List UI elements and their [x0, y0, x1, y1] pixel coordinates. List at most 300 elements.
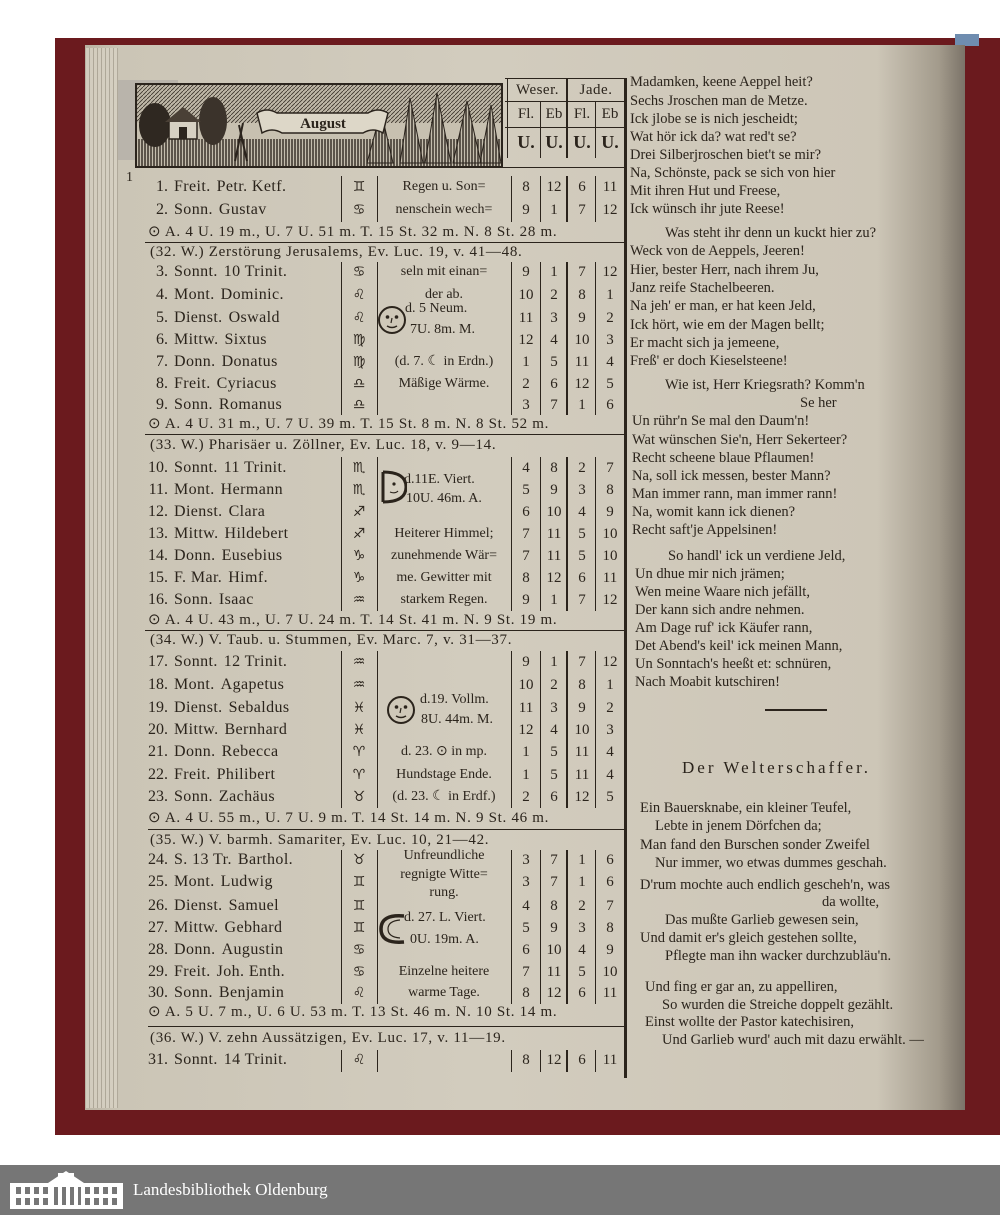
tide-value: 11: [574, 744, 590, 760]
poem-line: Was steht ihr denn un kuckt hier zu?: [665, 225, 877, 241]
day-name: [174, 697, 342, 719]
poem-line: Nach Moabit kutschiren!: [635, 674, 780, 690]
rule-line: [505, 101, 625, 102]
tide-value: 11: [602, 1052, 618, 1068]
poem-line: D'rum mochte auch endlich gescheh'n, was: [640, 877, 891, 893]
zodiac-gemini-icon: ♊: [352, 874, 366, 890]
tide-value: 8: [550, 460, 558, 476]
weekday: Sonn.: [174, 396, 213, 413]
zodiac-capricorn-icon: ♑: [352, 570, 366, 586]
zodiac-sagittarius-icon: ♐: [352, 504, 366, 520]
tide-value: 10: [518, 677, 534, 693]
day-number: 4.: [156, 286, 168, 303]
tide-value: 10: [574, 722, 590, 738]
new-moon-face-icon: [377, 303, 407, 337]
tide-value: 1: [550, 264, 558, 280]
tide-value: 7: [578, 654, 586, 670]
day-name: [174, 176, 342, 198]
poem-line: Mit ihren Hut und Freese,: [630, 183, 781, 199]
day-number: 19.: [148, 699, 168, 716]
full-moon-face-icon: [386, 693, 416, 727]
library-building-logo-icon: [8, 1169, 125, 1211]
saint-name: Oswald: [228, 309, 280, 326]
zodiac-gemini-icon: ♊: [352, 898, 366, 914]
tide-value: 6: [578, 570, 586, 586]
day-number: 21.: [148, 743, 168, 760]
tide-value: 2: [606, 310, 614, 326]
weekday: Dienst.: [174, 699, 223, 716]
poem-line: Am Dage ruf' ick Käufer rann,: [635, 620, 813, 636]
poem-line: Ick wünsch ihr jute Reese!: [630, 201, 785, 217]
weekday: Freit.: [174, 963, 211, 980]
sun-times-line: ⊙ A. 4 U. 19 m., U. 7 U. 51 m. T. 15 St. 32 m. N. 8 St. 28 m.: [148, 224, 558, 240]
weather-note: nenschein wech=: [395, 202, 493, 217]
saint-name: Hermann: [220, 481, 284, 498]
day-number: 13.: [148, 525, 168, 542]
zodiac-aquarius-icon: ♒: [352, 654, 366, 670]
weather-note: Mäßige Wärme.: [398, 376, 490, 391]
day-name: [174, 939, 342, 961]
saint-name: Eusebius: [221, 547, 283, 564]
moon-phase-note: 10U. 46m. A.: [406, 491, 482, 506]
weekday: Sonnt.: [174, 459, 218, 476]
saint-name: Bernhard: [224, 721, 288, 738]
tide-value: 10: [602, 548, 618, 564]
tide-value: 5: [550, 744, 558, 760]
tide-value: 1: [606, 677, 614, 693]
tide-value: 5: [522, 920, 530, 936]
sun-times-line: ⊙ A. 4 U. 55 m., U. 7 U. 9 m. T. 14 St. 14 m. N. 9 St. 46 m.: [148, 810, 550, 826]
day-number: 5.: [156, 309, 168, 326]
day-name: [174, 307, 342, 329]
tide-value: 7: [550, 874, 558, 890]
day-number: 31.: [148, 1051, 168, 1068]
tide-value: 5: [606, 376, 614, 392]
poem-line: So handl' ick un verdiene Jeld,: [668, 548, 846, 564]
weekday: Dienst.: [174, 503, 223, 520]
rule-line: [140, 167, 625, 168]
august-woodcut-illustration: [135, 83, 503, 168]
weekday: Sonnt.: [174, 653, 218, 670]
weekday: Sonn.: [174, 984, 213, 1001]
tide-value: 5: [578, 526, 586, 542]
month-banner-label: August: [300, 116, 346, 132]
tide-value: 12: [546, 985, 562, 1001]
saint-name: Sixtus: [224, 331, 267, 348]
zodiac-aries-icon: ♈: [352, 767, 366, 783]
tide-value: 4: [578, 504, 586, 520]
poem-line: Na, Schönste, pack se sich von hier: [630, 165, 836, 181]
tide-value: 11: [518, 310, 534, 326]
poem-line: da wollte,: [822, 894, 880, 910]
tide-group-weser: Weser.: [515, 82, 560, 98]
saint-name: Benjamin: [218, 984, 285, 1001]
saint-name: Gustav: [218, 201, 267, 218]
saint-name: Joh. Enth.: [216, 963, 286, 980]
weather-note: Unfreundliche: [403, 848, 485, 863]
poem-line: Wen meine Waare nich jefällt,: [635, 584, 810, 600]
weather-note: rung.: [429, 885, 459, 900]
weekday: Sonn.: [174, 591, 213, 608]
poem-line: Hier, bester Herr, nach ihrem Ju,: [630, 262, 819, 278]
weekday: Donn.: [174, 353, 216, 370]
poem-line: Wat hör ick da? wat red't se?: [630, 129, 797, 145]
page-stack-edges: [86, 48, 118, 1108]
poem-line: Wie ist, Herr Kriegsrath? Komm'n: [665, 377, 865, 393]
tide-value: 12: [574, 789, 590, 805]
tide-value: 2: [578, 898, 586, 914]
tide-value: 9: [578, 700, 586, 716]
tide-column-label: Eb: [545, 106, 563, 122]
tide-value: 1: [550, 592, 558, 608]
week-header: (36. W.) V. zehn Aussätzigen, Ev. Luc. 17, v. 11—19.: [150, 1030, 506, 1046]
tide-value: 9: [522, 592, 530, 608]
tide-value: 6: [550, 789, 558, 805]
poem-line: Na, womit kann ick dienen?: [632, 504, 796, 520]
tide-value: 5: [578, 964, 586, 980]
saint-name: Cyriacus: [216, 375, 277, 392]
day-name: [174, 284, 342, 306]
tide-value: 5: [550, 354, 558, 370]
weekday: Dienst.: [174, 897, 223, 914]
tide-value: 3: [578, 482, 586, 498]
weather-note: zunehmende Wär=: [391, 548, 497, 563]
weather-note: der ab.: [424, 287, 464, 302]
zodiac-taurus-icon: ♉: [352, 789, 366, 805]
tide-value: 8: [606, 920, 614, 936]
day-number: 23.: [148, 788, 168, 805]
day-name: [174, 545, 342, 567]
weekday: Mont.: [174, 481, 215, 498]
saint-name: 11 Trinit.: [223, 459, 287, 476]
day-name: [174, 351, 342, 373]
zodiac-aries-icon: ♈: [352, 744, 366, 760]
tide-value: 5: [550, 767, 558, 783]
poem-line: Na jeh' er man, er hat keen Jeld,: [630, 298, 816, 314]
poem-title: Der Welterschaffer.: [682, 758, 872, 777]
weekday: Freit.: [174, 766, 211, 783]
weekday: Mittw.: [174, 525, 219, 542]
day-name: [174, 895, 342, 917]
tide-value: 9: [522, 654, 530, 670]
weekday: Sonn.: [174, 201, 213, 218]
tide-value: 12: [602, 202, 618, 218]
weather-note: seln mit einan=: [400, 264, 488, 279]
zodiac-gemini-icon: ♊: [352, 920, 366, 936]
weather-note: starkem Regen.: [400, 592, 488, 607]
poem-line: Nur immer, wo etwas dummes geschah.: [655, 855, 887, 871]
tide-value: 7: [550, 397, 558, 413]
weather-note: (d. 23. ☾ in Erdf.): [392, 789, 496, 804]
tide-value: 11: [546, 526, 562, 542]
tide-value: 1: [578, 852, 586, 868]
tide-value: 2: [522, 376, 530, 392]
day-name: [174, 199, 342, 221]
saint-name: Rebecca: [221, 743, 279, 760]
tide-value: 10: [602, 964, 618, 980]
weekday: Mittw.: [174, 919, 219, 936]
day-name: [174, 651, 342, 673]
zodiac-capricorn-icon: ♑: [352, 548, 366, 564]
day-number: 28.: [148, 941, 168, 958]
zodiac-leo-icon: ♌: [352, 1052, 366, 1068]
tide-value: 4: [606, 354, 614, 370]
zodiac-taurus-icon: ♉: [352, 852, 366, 868]
day-number: 25.: [148, 873, 168, 890]
tide-value: 3: [522, 397, 530, 413]
tide-value: 8: [578, 677, 586, 693]
poem-line: Ein Bauersknabe, ein kleiner Teufel,: [640, 800, 852, 816]
poem-line: Freß' er doch Kieselsteene!: [630, 353, 788, 369]
day-name: [174, 849, 342, 871]
tide-value: 11: [546, 548, 562, 564]
saint-name: 12 Trinit.: [223, 653, 288, 670]
moon-phase-note: d. 27. L. Viert.: [404, 910, 486, 925]
poem-line: Ick jlobe se is nich jescheidt;: [630, 111, 798, 127]
sun-times-line: ⊙ A. 4 U. 31 m., U. 7 U. 39 m. T. 15 St. 8 m. N. 8 St. 52 m.: [148, 416, 550, 432]
tide-value: 2: [550, 677, 558, 693]
zodiac-aquarius-icon: ♒: [352, 677, 366, 693]
week-header: (32. W.) Zerstörung Jerusalems, Ev. Luc. 19, v. 41—48.: [150, 244, 523, 260]
day-row: [138, 1049, 625, 1071]
poem-line: Recht scheene blaue Pflaumen!: [632, 450, 815, 466]
zodiac-leo-icon: ♌: [352, 287, 366, 303]
tide-value: 11: [518, 700, 534, 716]
zodiac-virgo-icon: ♍: [352, 332, 366, 348]
tide-value: 9: [522, 264, 530, 280]
tide-value: 3: [578, 920, 586, 936]
poem-line: Man immer rann, man immer rann!: [632, 486, 838, 502]
day-name: [174, 961, 342, 983]
tide-unit-label: U.: [545, 132, 563, 152]
tide-value: 7: [550, 852, 558, 868]
tide-value: 6: [606, 874, 614, 890]
tide-unit-label: U.: [573, 132, 591, 152]
poem-line: Weck von de Aeppels, Jeeren!: [630, 243, 805, 259]
poem-line: Madamken, keene Aeppel heit?: [630, 74, 813, 90]
tide-value: 6: [522, 504, 530, 520]
day-name: [174, 719, 342, 741]
day-name: [174, 589, 342, 611]
tide-value: 4: [578, 942, 586, 958]
day-number: 18.: [148, 676, 168, 693]
tide-value: 11: [602, 985, 618, 1001]
day-number: 29.: [148, 963, 168, 980]
zodiac-leo-icon: ♌: [352, 985, 366, 1001]
tide-column-label: Eb: [601, 106, 619, 122]
poem-line: Pflegte man ihn wacker durchzubläu'n.: [665, 948, 892, 964]
day-row: [138, 674, 625, 696]
tide-value: 4: [606, 744, 614, 760]
saint-name: Dominic.: [220, 286, 284, 303]
tide-value: 12: [546, 570, 562, 586]
tide-value: 5: [606, 789, 614, 805]
tide-value: 12: [602, 264, 618, 280]
tide-column-label: Fl.: [517, 106, 535, 122]
zodiac-scorpio-icon: ♏: [352, 482, 366, 498]
tide-value: 12: [518, 332, 534, 348]
tide-value: 1: [522, 767, 530, 783]
tide-value: 4: [522, 460, 530, 476]
tide-value: 11: [602, 179, 618, 195]
sun-times-line: ⊙ A. 5 U. 7 m., U. 6 U. 53 m. T. 13 St. 46 m. N. 10 St. 14 m.: [148, 1004, 558, 1020]
tide-value: 10: [546, 504, 562, 520]
day-number: 20.: [148, 721, 168, 738]
day-number: 3.: [156, 263, 168, 280]
poem-line: Sechs Jroschen man de Metze.: [630, 93, 808, 109]
tide-value: 12: [546, 179, 562, 195]
poem-line: Und Garlieb wurd' auch mit dazu erwählt. —: [662, 1032, 924, 1048]
library-name: Landesbibliothek Oldenburg: [133, 1180, 328, 1199]
day-number: 26.: [148, 897, 168, 914]
week-header: (34. W.) V. Taub. u. Stummen, Ev. Marc. 7, v. 31—37.: [150, 632, 513, 648]
weather-note: me. Gewitter mit: [396, 570, 492, 585]
saint-name: Himf.: [228, 569, 268, 586]
weekday: Freit.: [174, 375, 211, 392]
day-name: [174, 1049, 342, 1071]
tide-value: 3: [550, 700, 558, 716]
day-name: [174, 501, 342, 523]
weekday: Mont.: [174, 676, 215, 693]
day-number: 8.: [156, 375, 168, 392]
poem-line: Und damit er's gleich gestehen sollte,: [640, 930, 857, 946]
day-row: [138, 719, 625, 741]
tide-value: 2: [550, 287, 558, 303]
weather-note: regnigte Witte=: [400, 867, 488, 882]
tide-value: 6: [550, 376, 558, 392]
poem-line: Das mußte Garlieb gewesen sein,: [665, 912, 859, 928]
first-quarter-moon-icon: [377, 470, 407, 504]
weekday: Mont.: [174, 286, 215, 303]
poem-divider: [765, 709, 827, 711]
margin-mark: 1: [126, 170, 133, 185]
day-name: [174, 373, 342, 395]
tide-value: 6: [606, 397, 614, 413]
week-header: (35. W.) V. barmh. Samariter, Ev. Luc. 10, 21—42.: [150, 832, 490, 848]
tide-value: 1: [550, 654, 558, 670]
tide-value: 3: [606, 332, 614, 348]
tide-column-label: Fl.: [573, 106, 591, 122]
moon-phase-note: 0U. 19m. A.: [410, 932, 479, 947]
tide-value: 11: [574, 767, 590, 783]
tide-value: 7: [522, 964, 530, 980]
tide-value: 12: [518, 722, 534, 738]
day-number: 15.: [148, 569, 168, 586]
weekday: Sonn.: [174, 788, 213, 805]
zodiac-gemini-icon: ♊: [352, 179, 366, 195]
day-row: [138, 697, 625, 719]
tide-value: 12: [602, 592, 618, 608]
tide-value: 5: [522, 482, 530, 498]
weather-note: Einzelne heitere: [398, 964, 490, 979]
weekday: F. Mar.: [174, 569, 223, 586]
saint-name: Barthol.: [237, 851, 294, 868]
day-name: [174, 741, 342, 763]
weekday: Mittw.: [174, 721, 219, 738]
day-number: 12.: [148, 503, 168, 520]
tide-value: 6: [578, 985, 586, 1001]
tide-value: 7: [522, 526, 530, 542]
tide-value: 4: [522, 898, 530, 914]
moon-phase-note: d.11E. Viert.: [404, 472, 475, 487]
saint-name: Clara: [228, 503, 266, 520]
saint-name: Philibert: [216, 766, 276, 783]
tide-value: 7: [606, 460, 614, 476]
saint-name: 10 Trinit.: [223, 263, 288, 280]
saint-name: Ludwig: [220, 873, 273, 890]
poem-line: Na, soll ick messen, bester Mann?: [632, 468, 831, 484]
moon-phase-note: 8U. 44m. M.: [421, 712, 493, 727]
weekday: Freit.: [174, 178, 211, 195]
poem-line: Ick hört, wie em der Magen bellt;: [630, 317, 825, 333]
saint-name: Sebaldus: [228, 699, 290, 716]
saint-name: Agapetus: [220, 676, 285, 693]
day-name: [174, 786, 342, 808]
tide-value: 3: [550, 310, 558, 326]
tide-value: 1: [550, 202, 558, 218]
sun-times-line: ⊙ A. 4 U. 43 m., U. 7 U. 24 m. T. 14 St. 41 m. N. 9 St. 19 m.: [148, 612, 558, 628]
tide-value: 8: [522, 570, 530, 586]
column-rule: [507, 78, 508, 158]
tide-value: 7: [606, 898, 614, 914]
day-name: [174, 479, 342, 501]
footer-bar: [0, 1165, 1000, 1215]
tide-value: 1: [578, 397, 586, 413]
poem-line: Janz reife Stachelbeeren.: [630, 280, 775, 296]
poem-line: So wurden die Streiche doppelt gezählt.: [662, 997, 894, 1013]
saint-name: 14 Trinit.: [223, 1051, 288, 1068]
tide-value: 1: [578, 874, 586, 890]
moon-phase-note: 7U. 8m. M.: [410, 322, 475, 337]
poem-line: Einst wollte der Pastor katechisiren,: [645, 1014, 854, 1030]
weather-note: Regen u. Son=: [402, 179, 486, 194]
tide-value: 4: [606, 767, 614, 783]
tide-value: 8: [578, 287, 586, 303]
day-number: 22.: [148, 766, 168, 783]
tide-value: 2: [606, 700, 614, 716]
day-row: [138, 651, 625, 673]
zodiac-cancer-icon: ♋: [352, 964, 366, 980]
poem-line: Un Sonntach's heeßt et: schnüren,: [635, 656, 832, 672]
tide-value: 1: [522, 354, 530, 370]
tide-value: 11: [602, 570, 618, 586]
tide-value: 6: [578, 1052, 586, 1068]
tide-value: 9: [606, 942, 614, 958]
day-number: 17.: [148, 653, 168, 670]
tide-value: 7: [578, 264, 586, 280]
zodiac-scorpio-icon: ♏: [352, 460, 366, 476]
weekday: Donn.: [174, 743, 216, 760]
poem-line: Un dhue mir nich jrämen;: [635, 566, 785, 582]
day-number: 9.: [156, 396, 168, 413]
day-row: [138, 501, 625, 523]
tide-value: 2: [578, 460, 586, 476]
tide-value: 7: [578, 202, 586, 218]
tide-value: 8: [550, 898, 558, 914]
tide-value: 10: [602, 526, 618, 542]
weekday: S. 13 Tr.: [174, 851, 232, 868]
tide-value: 9: [550, 482, 558, 498]
weekday: Sonnt.: [174, 1051, 218, 1068]
tide-value: 11: [574, 354, 590, 370]
tide-value: 3: [522, 874, 530, 890]
day-number: 6.: [156, 331, 168, 348]
tide-value: 12: [546, 1052, 562, 1068]
zodiac-aquarius-icon: ♒: [352, 592, 366, 608]
zodiac-virgo-icon: ♍: [352, 354, 366, 370]
tide-unit-label: U.: [517, 132, 535, 152]
zodiac-libra-icon: ♎: [352, 376, 366, 392]
